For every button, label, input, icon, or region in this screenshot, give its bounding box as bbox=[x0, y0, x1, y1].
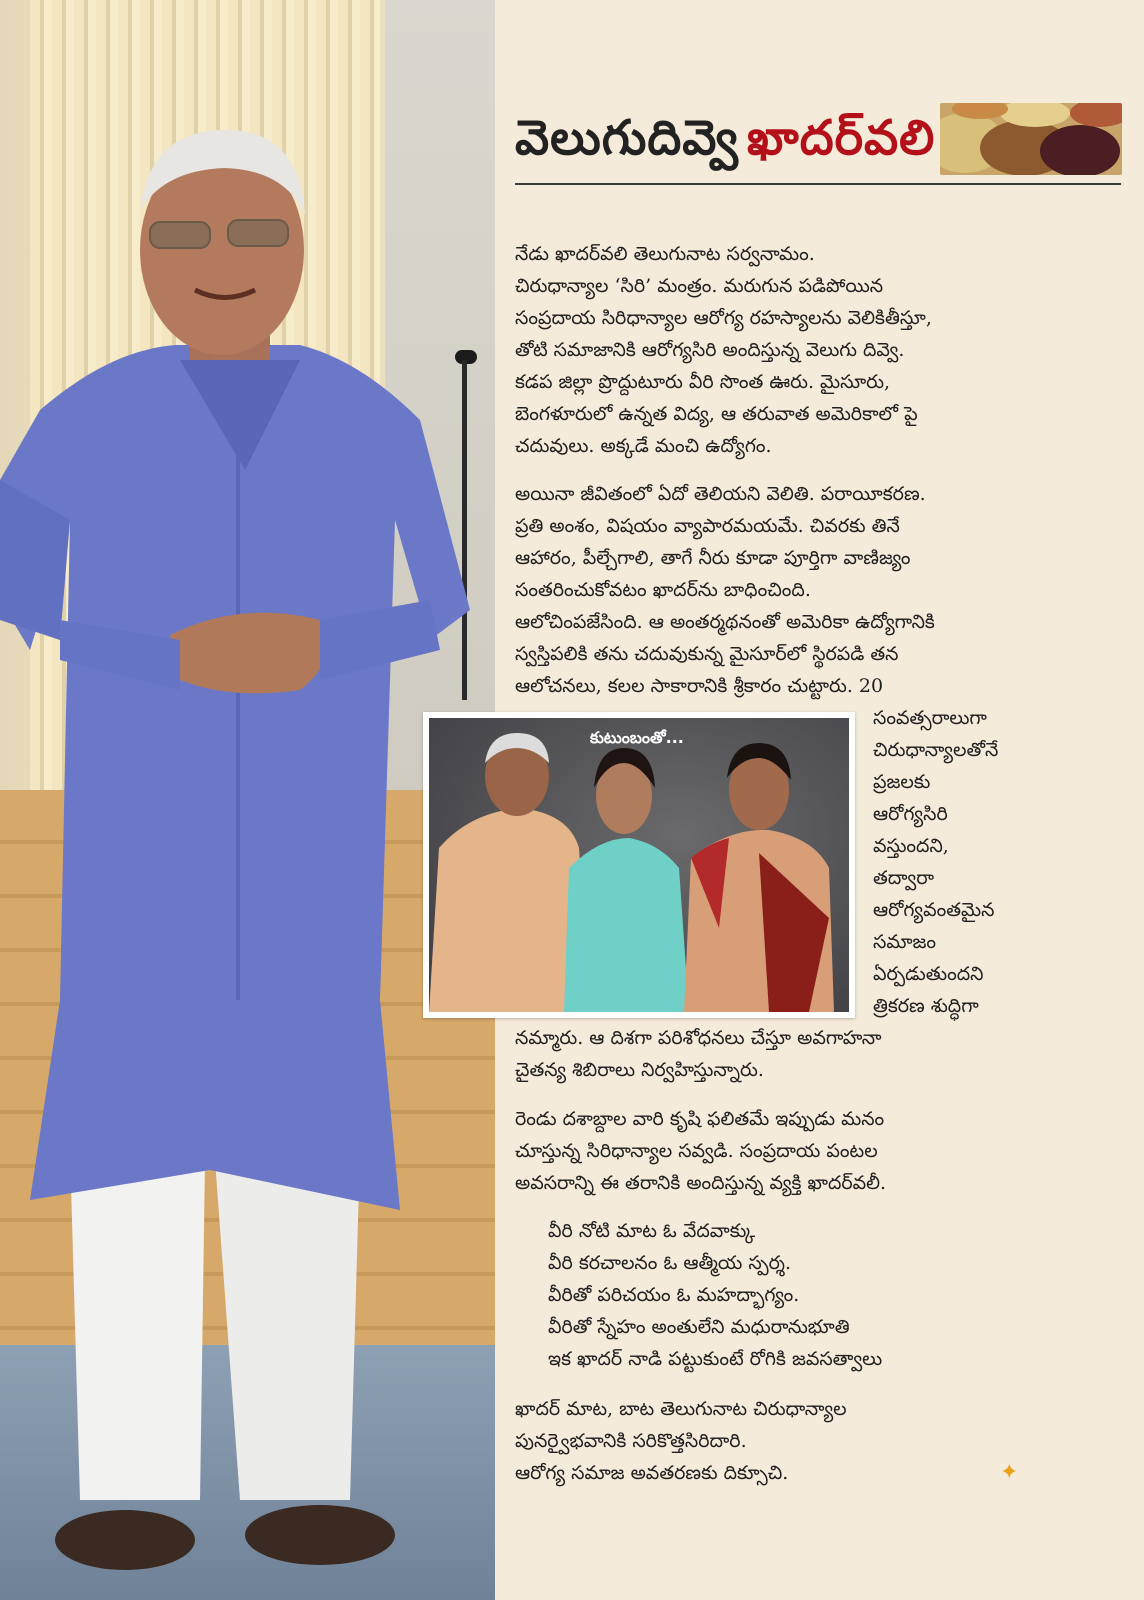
text-line: సంవత్సరాలుగా bbox=[873, 707, 987, 729]
paragraph-2-wrap bbox=[873, 702, 998, 1022]
poem-line: వీరితో పరిచయం ఓ మహద్భాగ్యం. bbox=[548, 1284, 800, 1306]
paragraph-2 bbox=[515, 478, 935, 702]
text-line: రెండు దశాబ్దాల వారి కృషి ఫలితమే ఇప్పుడు మనం bbox=[515, 1108, 885, 1130]
text-line: తద్వారా bbox=[873, 867, 935, 889]
text-line: చూస్తున్న సిరిధాన్యాల సవ్వడి. సంప్రదాయ పంటల bbox=[515, 1140, 878, 1162]
text-line: చైతన్య శిబిరాలు నిర్వహిస్తున్నారు. bbox=[515, 1059, 764, 1081]
poem-line: ఇక ఖాదర్ నాడి పట్టుకుంటే రోగికి జవసత్వాలు bbox=[548, 1348, 883, 1370]
text-line: పునర్వైభవానికి సరికొత్తసిరిదారి. bbox=[515, 1430, 747, 1452]
text-line: ఖాదర్ మాట, బాట తెలుగునాట చిరుధాన్యాల bbox=[515, 1398, 847, 1420]
text-line: నేడు ఖాదర్‌వలి తెలుగునాట సర్వనామం. bbox=[515, 243, 815, 265]
text-line: త్రికరణ శుద్ధిగా bbox=[873, 995, 979, 1017]
text-line: వస్తుందని, bbox=[873, 835, 949, 857]
speaker-photo bbox=[0, 0, 495, 1600]
text-line: సంతరించుకోవటం ఖాదర్‌ను బాధించింది. bbox=[515, 579, 811, 601]
text-line: చదువులు. అక్కడే మంచి ఉద్యోగం. bbox=[515, 435, 772, 457]
title-part-1: వెలుగుదివ్వె bbox=[515, 110, 739, 166]
title-underline bbox=[515, 183, 1121, 185]
paragraph-2-end bbox=[515, 1022, 882, 1086]
text-line: ప్రతి అంశం, విషయం వ్యాపారమయమే. చివరకు తినే bbox=[515, 515, 900, 537]
text-line: ఆరోగ్యవంతమైన bbox=[873, 899, 995, 921]
paragraph-3 bbox=[515, 1103, 886, 1199]
poem-line: వీరి నోటి మాట ఓ వేదవాక్కు bbox=[548, 1220, 756, 1242]
text-line: ప్రజలకు bbox=[873, 771, 931, 793]
paragraph-4 bbox=[515, 1393, 847, 1489]
text-line: చిరుధాన్యాలతోనే bbox=[873, 739, 999, 761]
text-line: సంప్రదాయ సిరిధాన్యాల ఆరోగ్య రహస్యాలను వెలికితీస్తూ, bbox=[515, 307, 932, 329]
poem-block bbox=[548, 1215, 882, 1375]
poem-line: వీరితో స్నేహం అంతులేని మధురానుభూతి bbox=[548, 1316, 850, 1338]
poem-line: వీరి కరచాలనం ఓ ఆత్మీయ స్పర్శ. bbox=[548, 1252, 791, 1274]
text-line: నమ్మారు. ఆ దిశగా పరిశోధనలు చేస్తూ అవగాహనా bbox=[515, 1027, 882, 1049]
text-line: స్వస్తిపలికి తను చదువుకున్న మైసూర్‌లో స్థిరపడి తన bbox=[515, 643, 899, 665]
title-part-2: ఖాదర్‌వలి bbox=[747, 110, 936, 166]
text-line: కడప జిల్లా ప్రొద్దుటూరు వీరి సొంత ఊరు. మైసూరు, bbox=[515, 371, 891, 393]
text-line: సమాజం bbox=[873, 931, 937, 953]
end-mark-icon: ✦ bbox=[1000, 1460, 1019, 1485]
text-line: అయినా జీవితంలో ఏదో తెలియని వెలితి. పరాయీకరణ. bbox=[515, 483, 926, 505]
text-line: అవసరాన్ని ఈ తరానికి అందిస్తున్న వ్యక్తి ఖాదర్‌వలీ. bbox=[515, 1172, 887, 1194]
text-line: బెంగళూరులో ఉన్నత విద్య, ఆ తరువాత అమెరికాలో పై bbox=[515, 403, 918, 425]
text-line: ఆరోగ్యసిరి bbox=[873, 803, 948, 825]
text-line: తోటి సమాజానికి ఆరోగ్యసిరి అందిస్తున్న వెలుగు దివ్వె. bbox=[515, 339, 905, 361]
paragraph-1 bbox=[515, 238, 932, 462]
text-line: ఏర్పడుతుందని bbox=[873, 963, 984, 985]
text-line: ఆరోగ్య సమాజ అవతరణకు దిక్సూచి. bbox=[515, 1462, 789, 1484]
millet-grains-image bbox=[940, 103, 1122, 175]
text-line: ఆహారం, పీల్చేగాలి, తాగే నీరు కూడా పూర్తిగా వాణిజ్యం bbox=[515, 547, 911, 569]
speaker-figure bbox=[0, 0, 495, 1600]
text-line: చిరుధాన్యాల ‘సిరి’ మంత్రం. మరుగున పడిపోయిన bbox=[515, 275, 884, 297]
family-photo-frame bbox=[423, 712, 855, 1018]
text-line: ఆలోచనలు, కలల సాకారానికి శ్రీకారం చుట్టారు. 20 bbox=[515, 675, 884, 697]
family-photo bbox=[429, 718, 849, 1012]
text-line: ఆలోచింపజేసింది. ఆ అంతర్మథనంతో అమెరికా ఉద్యోగానికి bbox=[515, 611, 935, 633]
family-photo-caption: కుటుంబంతో... bbox=[590, 728, 684, 747]
